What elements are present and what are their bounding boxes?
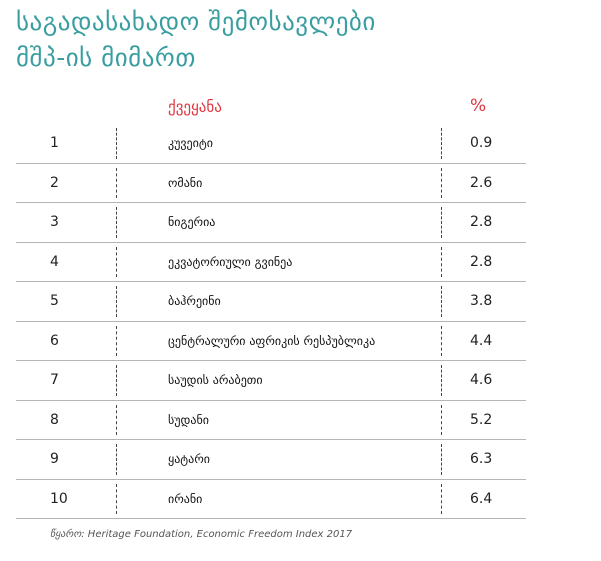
rank-cell: 1 xyxy=(50,135,59,151)
rank-cell: 10 xyxy=(50,490,68,507)
percent-cell: 5.2 xyxy=(470,411,493,428)
percent-cell: 6.3 xyxy=(470,451,493,467)
column-divider xyxy=(116,207,117,238)
title-line-2: მშპ-ის მიმართ xyxy=(16,43,196,72)
table-row xyxy=(16,282,526,322)
rank-cell: 2 xyxy=(50,174,59,191)
country-cell: ირანი xyxy=(168,491,203,506)
percent-cell: 6.4 xyxy=(470,490,493,507)
table-row xyxy=(16,322,526,362)
column-divider xyxy=(116,326,117,357)
percent-cell: 4.6 xyxy=(470,372,493,388)
country-cell: ომანი xyxy=(168,175,203,190)
column-divider xyxy=(116,405,117,436)
column-divider xyxy=(441,128,442,159)
source-note: წყარო: Heritage Foundation, Economic Freedom Index 2017 xyxy=(50,529,353,540)
column-divider xyxy=(116,286,117,317)
column-divider xyxy=(116,128,117,159)
table-row xyxy=(16,361,526,401)
column-header-country: ქვეყანა xyxy=(168,98,222,116)
percent-cell: 2.8 xyxy=(470,214,493,230)
column-divider xyxy=(441,405,442,436)
column-divider xyxy=(116,168,117,199)
column-divider xyxy=(116,484,117,515)
column-divider xyxy=(116,247,117,278)
country-cell: ეკვატორიული გვინეა xyxy=(168,254,293,269)
percent-cell: 3.8 xyxy=(470,293,493,309)
table-row xyxy=(16,480,526,520)
column-header-percent: % xyxy=(470,96,487,116)
title-line-1: საგადასახადო შემოსავლები xyxy=(16,7,376,36)
country-cell: ყატარი xyxy=(168,452,211,466)
page-title xyxy=(16,4,376,76)
column-divider xyxy=(116,444,117,475)
rank-cell: 3 xyxy=(50,214,59,230)
column-divider xyxy=(441,326,442,357)
country-cell: ცენტრალური აფრიკის რესპუბლიკა xyxy=(168,333,376,348)
rank-cell: 6 xyxy=(50,332,59,349)
country-cell: ნიგერია xyxy=(168,215,216,229)
table-row xyxy=(16,243,526,283)
rank-cell: 5 xyxy=(50,293,59,309)
column-divider xyxy=(441,365,442,396)
percent-cell: 4.4 xyxy=(470,332,493,349)
table-row xyxy=(16,440,526,480)
table-row xyxy=(16,124,526,164)
column-divider xyxy=(116,365,117,396)
table-row xyxy=(16,203,526,243)
column-divider xyxy=(441,168,442,199)
country-cell: სუდანი xyxy=(168,412,209,427)
country-cell: ბაჰრეინი xyxy=(168,294,221,308)
rank-cell: 9 xyxy=(50,451,59,467)
table-row xyxy=(16,164,526,204)
column-divider xyxy=(441,286,442,317)
table-row xyxy=(16,401,526,441)
country-cell: საუდის არაბეთი xyxy=(168,373,263,387)
column-divider xyxy=(441,444,442,475)
country-cell: კუვეიტი xyxy=(168,136,213,150)
percent-cell: 0.9 xyxy=(470,135,493,151)
data-table xyxy=(16,124,526,519)
percent-cell: 2.6 xyxy=(470,174,493,191)
column-divider xyxy=(441,484,442,515)
rank-cell: 4 xyxy=(50,253,59,270)
rank-cell: 8 xyxy=(50,411,59,428)
column-divider xyxy=(441,207,442,238)
rank-cell: 7 xyxy=(50,372,59,388)
column-divider xyxy=(441,247,442,278)
percent-cell: 2.8 xyxy=(470,253,493,270)
